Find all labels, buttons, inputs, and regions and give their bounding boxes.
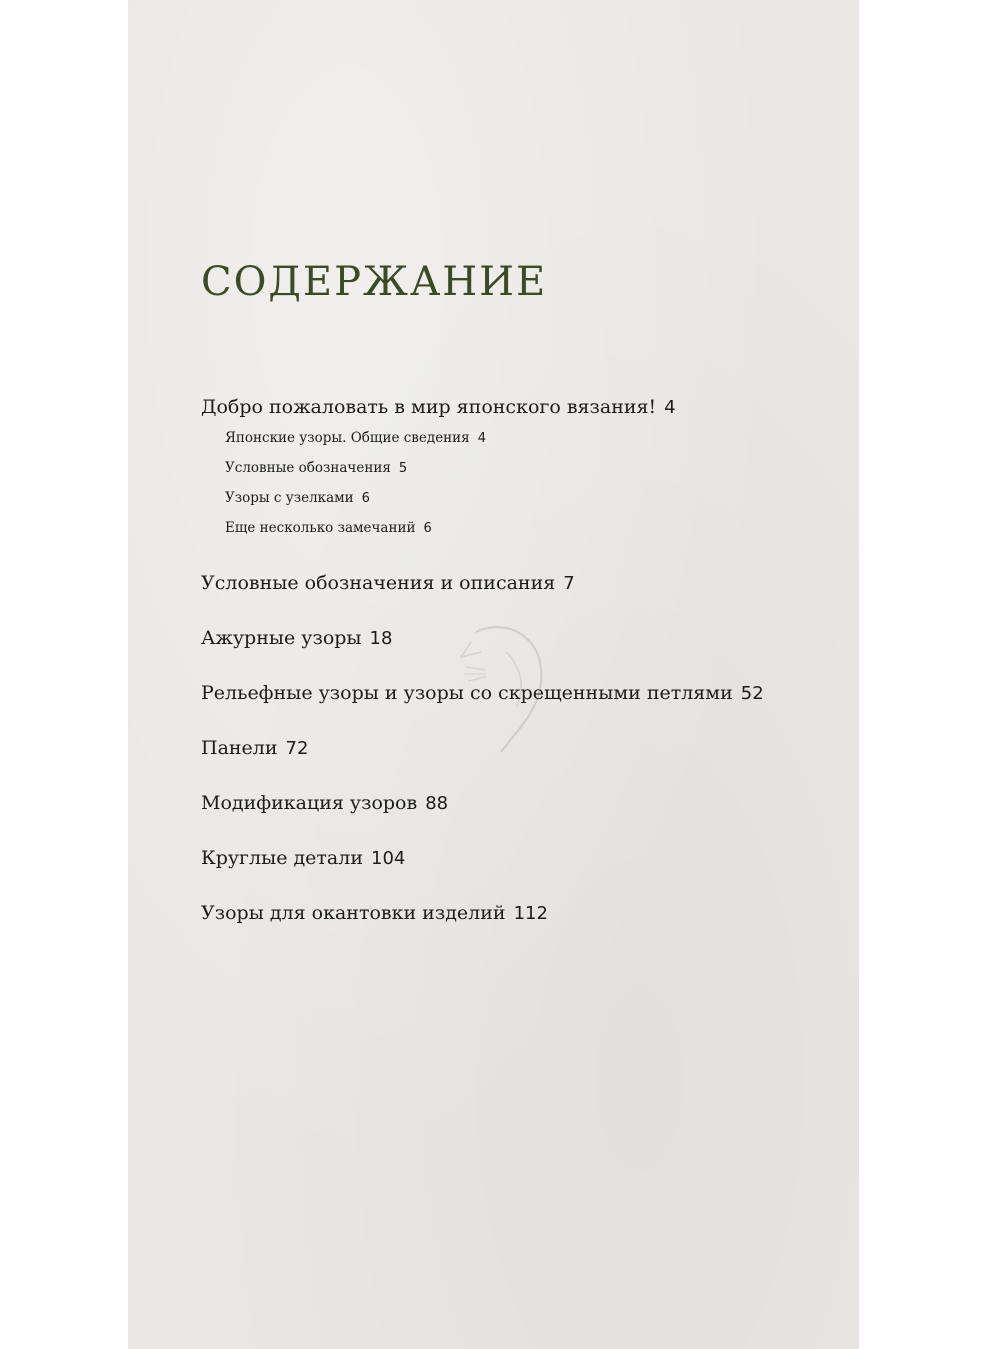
toc-entry-title: Добро пожаловать в мир японского вязания!	[201, 396, 657, 418]
toc-entry-page-number: 88	[425, 793, 449, 814]
toc-subentry-title: Еще несколько замечаний	[225, 520, 416, 536]
page-title: СОДЕРЖАНИЕ	[201, 259, 548, 305]
toc-entry-page-number: 112	[513, 903, 548, 924]
toc-entry[interactable]	[201, 849, 841, 904]
toc-entry-title: Панели	[201, 737, 278, 759]
table-of-contents	[201, 398, 841, 959]
toc-entry[interactable]	[201, 904, 841, 959]
toc-entry-page-number: 18	[369, 628, 393, 649]
toc-entry-page-number: 52	[740, 683, 764, 704]
toc-entry-title: Ажурные узоры	[201, 627, 362, 649]
toc-entry-title: Модификация узоров	[201, 792, 418, 814]
toc-entry-page-number: 72	[285, 738, 309, 759]
toc-entry[interactable]	[201, 739, 841, 794]
toc-subentry-page-number: 6	[361, 491, 370, 506]
toc-subentry[interactable]	[201, 432, 841, 462]
toc-entry-title: Условные обозначения и описания	[201, 572, 556, 594]
toc-subentry[interactable]	[201, 522, 841, 574]
toc-entry-intro[interactable]	[201, 398, 841, 432]
toc-entry[interactable]	[201, 574, 841, 629]
toc-subentry-page-number: 5	[398, 461, 408, 476]
toc-subentry-title: Японские узоры. Общие сведения	[225, 430, 470, 446]
toc-entry-title: Рельефные узоры и узоры со скрещенными петлями	[201, 682, 733, 704]
toc-entry-page-number: 104	[371, 848, 406, 869]
toc-subentry-title: Узоры с узелками	[225, 490, 354, 506]
toc-subentry-page-number: 4	[477, 431, 486, 446]
toc-subentry-title: Условные обозначения	[225, 460, 391, 476]
toc-entry[interactable]	[201, 794, 841, 849]
toc-entry-title: Круглые детали	[201, 847, 363, 869]
toc-entry-title: Узоры для окантовки изделий	[201, 902, 506, 924]
toc-subentry[interactable]	[201, 492, 841, 522]
toc-entry-page-number: 4	[664, 397, 676, 418]
book-page	[128, 0, 859, 1349]
toc-subentry-page-number: 6	[423, 521, 432, 536]
toc-subentry[interactable]	[201, 462, 841, 492]
toc-entry-page-number: 7	[563, 573, 575, 594]
toc-entry[interactable]	[201, 684, 841, 739]
toc-entry[interactable]	[201, 629, 841, 684]
